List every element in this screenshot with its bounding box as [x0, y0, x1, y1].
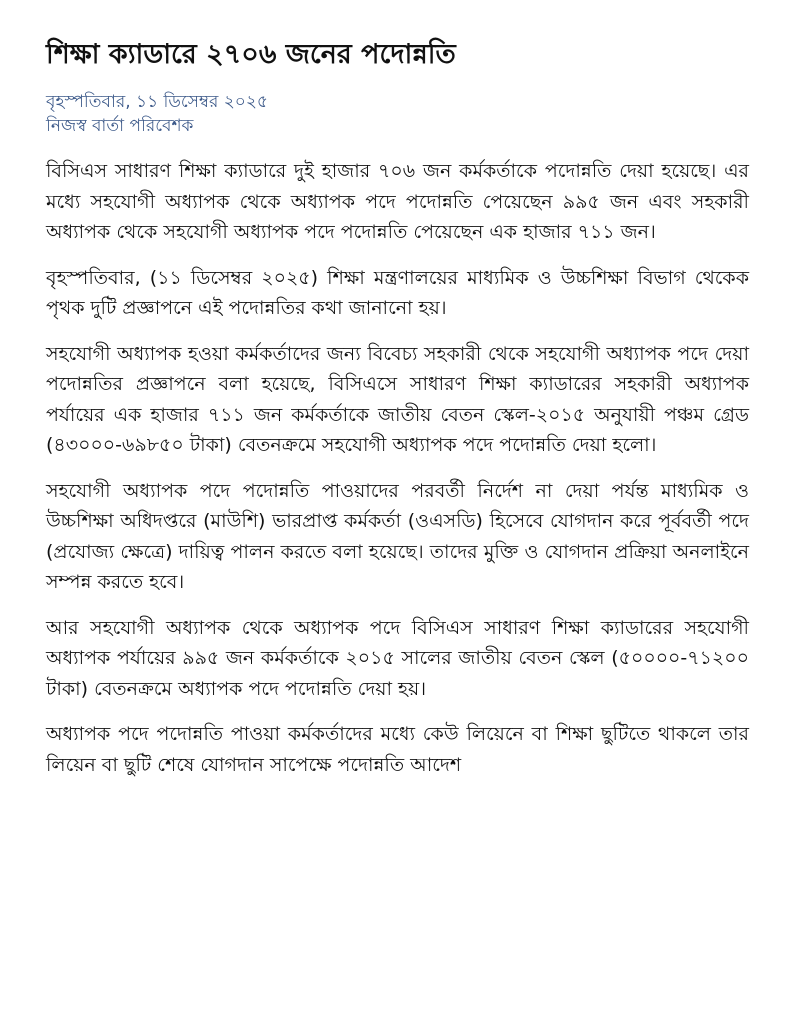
paragraph: বিসিএস সাধারণ শিক্ষা ক্যাডারে দুই হাজার ৭০৬ জন কর্মকর্তাকে পদোন্নতি দেয়া হয়েছে। এর মধ্যে সহযোগী অধ্যাপক থেকে অধ্যাপক পদে পদোন্নতি পেয়েছেন ৯৯৫ জন এবং সহকারী অধ্যাপক থেকে সহযোগী অধ্যাপক পদে পদোন্নতি পেয়েছেন এক হাজার ৭১১ জন।	[46, 160, 749, 243]
article-date: বৃহস্পতিবার, ১১ ডিসেম্বর ২০২৫	[46, 92, 268, 112]
article-meta	[46, 90, 749, 138]
paragraph: বৃহস্পতিবার, (১১ ডিসেম্বর ২০২৫) শিক্ষা মন্ত্রণালয়ের মাধ্যমিক ও উচ্চশিক্ষা বিভাগ থেকেক পৃথক দুটি প্রজ্ঞাপনে এই পদোন্নতির কথা জানানো হয়।	[46, 266, 749, 319]
paragraph: অধ্যাপক পদে পদোন্নতি পাওয়া কর্মকর্তাদের মধ্যে কেউ লিয়েনে বা শিক্ষা ছুটিতে থাকলে তার লিয়েন বা ছুটি শেষে যোগদান সাপেক্ষে পদোন্নতি আদেশ	[46, 723, 749, 776]
article	[46, 36, 749, 795]
paragraph: সহযোগী অধ্যাপক হওয়া কর্মকর্তাদের জন্য বিবেচ্য সহকারী থেকে সহযোগী অধ্যাপক পদে দেয়া পদোন্নতির প্রজ্ঞাপনে বলা হয়েছে, বিসিএসে সাধারণ শিক্ষা ক্যাডারের সহকারী অধ্যাপক পর্যায়ের এক হাজার ৭১১ জন কর্মকর্তাকে জাতীয় বেতন স্কেল-২০১৫ অনুযায়ী পঞ্চম গ্রেড (৪৩০০০-৬৯৮৫০ টাকা) বেতনক্রমে সহযোগী অধ্যাপক পদে পদোন্নতি দেয়া হলো।	[46, 342, 749, 456]
paragraph: আর সহযোগী অধ্যাপক থেকে অধ্যাপক পদে বিসিএস সাধারণ শিক্ষা ক্যাডারের সহযোগী অধ্যাপক পর্যায়ের ৯৯৫ জন কর্মকর্তাকে ২০১৫ সালের জাতীয় বেতন স্কেল (৫০০০০-৭১২০০ টাকা) বেতনক্রমে অধ্যাপক পদে পদোন্নতি দেয়া হয়।	[46, 616, 749, 700]
article-title: শিক্ষা ক্যাডারে ২৭০৬ জনের পদোন্নতি	[46, 39, 456, 70]
paragraph: সহযোগী অধ্যাপক পদে পদোন্নতি পাওয়াদের পরবর্তী নির্দেশ না দেয়া পর্যন্ত মাধ্যমিক ও উচ্চশিক্ষা অধিদপ্তরে (মাউশি) ভারপ্রাপ্ত কর্মকর্তা (ওএসডি) হিসেবে যোগদান করে পূর্ববর্তী পদে (প্রযোজ্য ক্ষেত্রে) দায়িত্ব পালন করতে বলা হয়েছে। তাদের মুক্তি ও যোগদান প্রক্রিয়া অনলাইনে সম্পন্ন করতে হবে।	[46, 479, 749, 593]
article-byline: নিজস্ব বার্তা পরিবেশক	[46, 116, 194, 136]
article-body	[46, 156, 749, 780]
